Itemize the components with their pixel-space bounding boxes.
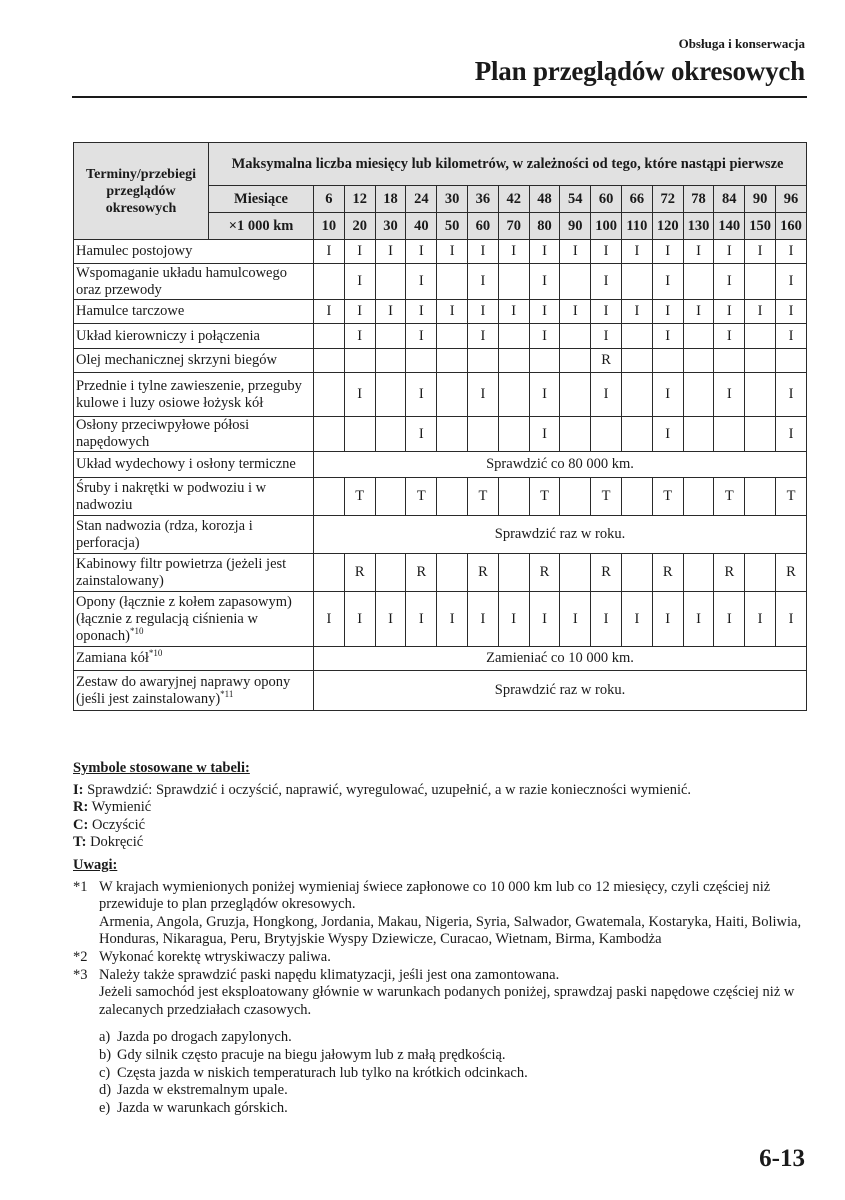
schedule-cell: I xyxy=(468,592,499,647)
schedule-cell: I xyxy=(652,592,683,647)
schedule-cell: R xyxy=(591,349,622,373)
month-header: 96 xyxy=(775,186,806,213)
km-header: 150 xyxy=(745,213,776,240)
row-note: Sprawdzić raz w roku. xyxy=(314,671,807,711)
row-label: Przednie i tylne zawieszenie, przeguby kulowe i luzy osiowe łożysk kół xyxy=(74,373,314,417)
schedule-cell: I xyxy=(714,324,745,349)
row-label: Hamulec postojowy xyxy=(74,240,314,264)
schedule-cell xyxy=(683,264,714,300)
schedule-cell xyxy=(314,349,345,373)
schedule-cell xyxy=(406,349,437,373)
note-2: *2 Wykonać korektę wtryskiwaczy paliwa. xyxy=(73,949,808,967)
km-header: 160 xyxy=(775,213,806,240)
table-row xyxy=(74,592,807,647)
schedule-cell xyxy=(498,264,529,300)
note-2-text: Wykonać korektę wtryskiwaczy paliwa. xyxy=(99,948,331,965)
row-note: Zamieniać co 10 000 km. xyxy=(314,647,807,671)
schedule-cell: I xyxy=(468,300,499,324)
schedule-cell: I xyxy=(468,324,499,349)
schedule-cell: I xyxy=(652,417,683,452)
schedule-cell: I xyxy=(498,592,529,647)
schedule-cell: I xyxy=(529,592,560,647)
schedule-cell: I xyxy=(344,264,375,300)
schedule-cell xyxy=(529,349,560,373)
table-row xyxy=(74,452,807,478)
schedule-cell xyxy=(375,264,406,300)
table-row xyxy=(74,554,807,592)
schedule-cell: I xyxy=(344,592,375,647)
row-label: Osłony przeciwpyłowe półosi napędowych xyxy=(74,417,314,452)
schedule-cell: I xyxy=(498,240,529,264)
schedule-cell xyxy=(745,417,776,452)
schedule-cell: I xyxy=(775,264,806,300)
schedule-cell: I xyxy=(714,592,745,647)
month-header: 72 xyxy=(652,186,683,213)
schedule-cell: T xyxy=(652,478,683,516)
km-header: 110 xyxy=(622,213,653,240)
schedule-cell xyxy=(622,349,653,373)
schedule-cell: I xyxy=(437,592,468,647)
schedule-cell: I xyxy=(745,592,776,647)
schedule-cell xyxy=(468,349,499,373)
schedule-cell: R xyxy=(344,554,375,592)
months-label: Miesiące xyxy=(209,186,314,213)
schedule-cell xyxy=(714,417,745,452)
schedule-cell: I xyxy=(683,592,714,647)
schedule-cell: I xyxy=(591,264,622,300)
schedule-cell: I xyxy=(314,300,345,324)
schedule-cell: I xyxy=(375,592,406,647)
schedule-cell xyxy=(314,554,345,592)
table-row xyxy=(74,373,807,417)
schedule-cell xyxy=(314,478,345,516)
schedule-cell xyxy=(560,264,591,300)
schedule-cell xyxy=(437,554,468,592)
table-row xyxy=(74,240,807,264)
schedule-cell: I xyxy=(344,300,375,324)
schedule-cell: R xyxy=(468,554,499,592)
row-label: Zestaw do awaryjnej naprawy opony (jeśli jest zainstalowany)$^{*11}$ xyxy=(74,671,314,711)
schedule-cell xyxy=(375,324,406,349)
schedule-cell xyxy=(745,478,776,516)
schedule-cell: I xyxy=(468,264,499,300)
schedule-cell xyxy=(375,349,406,373)
schedule-cell: I xyxy=(652,240,683,264)
month-header: 12 xyxy=(344,186,375,213)
schedule-cell: I xyxy=(591,300,622,324)
schedule-cell xyxy=(437,324,468,349)
km-header: 130 xyxy=(683,213,714,240)
schedule-cell: I xyxy=(775,417,806,452)
note-1-text: W krajach wymienionych poniżej wymieniaj świece zapłonowe co 10 000 km lub co 12 miesięcy, czyli częściej niż przewiduje to plan przeglądów okresowych. xyxy=(99,878,771,913)
legend xyxy=(73,760,808,852)
schedule-cell xyxy=(560,478,591,516)
schedule-cell: I xyxy=(775,324,806,349)
schedule-cell: I xyxy=(683,240,714,264)
corner-header: Terminy/przebiegi przeglądów okresowych xyxy=(74,143,209,240)
schedule-cell xyxy=(560,349,591,373)
schedule-cell xyxy=(375,373,406,417)
schedule-cell: I xyxy=(314,240,345,264)
km-header: 40 xyxy=(406,213,437,240)
legend-item-c: C: Oczyścić xyxy=(73,816,146,833)
row-label: Zamiana kół$^{*10}$ xyxy=(74,647,314,671)
schedule-cell: I xyxy=(622,240,653,264)
km-header: 80 xyxy=(529,213,560,240)
table-row xyxy=(74,671,807,711)
schedule-cell xyxy=(745,373,776,417)
conditions-list xyxy=(73,1029,808,1117)
schedule-cell: I xyxy=(406,373,437,417)
schedule-cell xyxy=(375,478,406,516)
legend-item-r: R: Wymienić xyxy=(73,799,152,815)
row-label: Układ kierowniczy i połączenia xyxy=(74,324,314,349)
km-header: 30 xyxy=(375,213,406,240)
schedule-cell xyxy=(683,478,714,516)
month-header: 78 xyxy=(683,186,714,213)
schedule-cell: I xyxy=(745,240,776,264)
section-label: Obsługa i konserwacja xyxy=(678,36,805,51)
schedule-cell xyxy=(560,373,591,417)
page-title: Plan przeglądów okresowych xyxy=(474,56,805,86)
schedule-cell: I xyxy=(498,300,529,324)
schedule-cell: I xyxy=(529,324,560,349)
month-header: 54 xyxy=(560,186,591,213)
table-row xyxy=(74,647,807,671)
schedule-cell xyxy=(437,373,468,417)
schedule-cell: I xyxy=(437,240,468,264)
schedule-cell xyxy=(622,417,653,452)
schedule-cell xyxy=(622,478,653,516)
notes-heading: Uwagi: xyxy=(73,857,118,873)
schedule-cell: I xyxy=(529,264,560,300)
schedule-cell xyxy=(314,324,345,349)
schedule-cell xyxy=(652,349,683,373)
km-header: 140 xyxy=(714,213,745,240)
table-row xyxy=(74,516,807,554)
schedule-cell: I xyxy=(775,373,806,417)
legend-heading: Symbole stosowane w tabeli: xyxy=(73,760,250,776)
schedule-cell xyxy=(437,417,468,452)
schedule-cell xyxy=(437,349,468,373)
km-header: 10 xyxy=(314,213,345,240)
schedule-cell xyxy=(745,554,776,592)
note-1-countries: Armenia, Angola, Gruzja, Hongkong, Jordania, Makau, Nigeria, Syria, Salwador, Gwatemala, Kostaryka, Haiti, Boliwia, Honduras, Nikaragua, Peru, Brytyjskie Wyspy Dziewicze, Curacao, Wietnam, Birma, Kambodża xyxy=(99,913,802,948)
schedule-cell: R xyxy=(652,554,683,592)
schedule-cell xyxy=(683,373,714,417)
notes xyxy=(73,857,808,1117)
row-label: Hamulce tarczowe xyxy=(74,300,314,324)
schedule-cell xyxy=(437,264,468,300)
schedule-cell xyxy=(375,554,406,592)
schedule-cell xyxy=(683,349,714,373)
schedule-cell xyxy=(498,478,529,516)
row-label: Opony (łącznie z kołem zapasowym) (łącznie z regulacją ciśnienia w oponach)$^{*10}$ xyxy=(74,592,314,647)
schedule-cell: I xyxy=(652,264,683,300)
schedule-cell xyxy=(437,478,468,516)
schedule-cell: I xyxy=(406,592,437,647)
km-header: 120 xyxy=(652,213,683,240)
schedule-cell: T xyxy=(714,478,745,516)
schedule-cell xyxy=(714,349,745,373)
schedule-cell: I xyxy=(714,373,745,417)
schedule-cell xyxy=(683,554,714,592)
schedule-cell: R xyxy=(529,554,560,592)
schedule-cell: T xyxy=(468,478,499,516)
schedule-cell: I xyxy=(560,300,591,324)
schedule-cell xyxy=(314,264,345,300)
row-note: Sprawdzić raz w roku. xyxy=(314,516,807,554)
schedule-cell: I xyxy=(437,300,468,324)
list-item: e) Jazda w warunkach górskich. xyxy=(99,1099,288,1116)
schedule-cell xyxy=(683,324,714,349)
schedule-cell xyxy=(344,349,375,373)
schedule-cell: I xyxy=(468,240,499,264)
schedule-cell: I xyxy=(406,240,437,264)
schedule-cell xyxy=(622,264,653,300)
schedule-cell: T xyxy=(529,478,560,516)
km-header: 50 xyxy=(437,213,468,240)
schedule-cell xyxy=(498,417,529,452)
schedule-cell: I xyxy=(560,592,591,647)
schedule-cell xyxy=(498,324,529,349)
schedule-cell xyxy=(498,373,529,417)
schedule-cell xyxy=(560,417,591,452)
schedule-cell xyxy=(498,349,529,373)
schedule-cell xyxy=(560,324,591,349)
table-row xyxy=(74,324,807,349)
km-header: 90 xyxy=(560,213,591,240)
note-3-text: Należy także sprawdzić paski napędu klimatyzacji, jeśli jest ona zamontowana. xyxy=(99,966,560,983)
row-label: Olej mechanicznej skrzyni biegów xyxy=(74,349,314,373)
schedule-cell: I xyxy=(468,373,499,417)
table-row xyxy=(74,264,807,300)
title-rule xyxy=(72,96,807,98)
schedule-cell: I xyxy=(375,240,406,264)
schedule-cell: T xyxy=(775,478,806,516)
schedule-cell xyxy=(622,324,653,349)
schedule-cell: I xyxy=(591,373,622,417)
month-header: 30 xyxy=(437,186,468,213)
schedule-cell: I xyxy=(591,324,622,349)
schedule-cell xyxy=(560,554,591,592)
note-3-text-2: Jeżeli samochód jest eksploatowany głównie w warunkach podanych poniżej, sprawdzaj paski napędowe częściej niż w zalecanych przedziałach czasowych. xyxy=(99,984,795,1018)
list-item: d) Jazda w ekstremalnym upale. xyxy=(99,1082,288,1099)
schedule-cell: I xyxy=(775,300,806,324)
schedule-cell: T xyxy=(406,478,437,516)
schedule-cell xyxy=(745,264,776,300)
schedule-cell xyxy=(314,373,345,417)
km-header: 100 xyxy=(591,213,622,240)
list-item: c) Częsta jazda w niskich temperaturach lub tylko na krótkich odcinkach. xyxy=(99,1064,528,1081)
list-item: a) Jazda po drogach zapylonych. xyxy=(99,1029,292,1046)
month-header: 60 xyxy=(591,186,622,213)
schedule-cell: R xyxy=(591,554,622,592)
month-header: 6 xyxy=(314,186,345,213)
schedule-cell: I xyxy=(344,373,375,417)
schedule-cell: R xyxy=(714,554,745,592)
schedule-cell xyxy=(622,373,653,417)
schedule-cell: I xyxy=(714,264,745,300)
schedule-cell xyxy=(591,417,622,452)
month-header: 66 xyxy=(622,186,653,213)
schedule-cell xyxy=(344,417,375,452)
month-header: 48 xyxy=(529,186,560,213)
schedule-cell xyxy=(622,554,653,592)
schedule-cell: I xyxy=(683,300,714,324)
footnote-ref: *11 xyxy=(220,688,234,699)
page-number: 6-13 xyxy=(759,1145,805,1172)
schedule-cell: I xyxy=(775,592,806,647)
km-header: 60 xyxy=(468,213,499,240)
schedule-cell: I xyxy=(652,324,683,349)
schedule-cell xyxy=(745,349,776,373)
month-header: 18 xyxy=(375,186,406,213)
month-header: 90 xyxy=(745,186,776,213)
schedule-cell: I xyxy=(344,324,375,349)
schedule-cell: I xyxy=(622,592,653,647)
list-item: b) Gdy silnik często pracuje na biegu jałowym lub z małą prędkością. xyxy=(99,1046,506,1063)
schedule-cell xyxy=(775,349,806,373)
legend-item-t: T: Dokręcić xyxy=(73,834,144,850)
schedule-cell xyxy=(375,417,406,452)
table-row xyxy=(74,300,807,324)
schedule-cell xyxy=(498,554,529,592)
schedule-cell xyxy=(468,417,499,452)
month-header: 24 xyxy=(406,186,437,213)
schedule-cell: R xyxy=(406,554,437,592)
row-label: Wspomaganie układu hamulcowego oraz przewody xyxy=(74,264,314,300)
km-header: 20 xyxy=(344,213,375,240)
footnote-ref: *10 xyxy=(129,625,144,636)
schedule-cell: I xyxy=(406,300,437,324)
row-note: Sprawdzić co 80 000 km. xyxy=(314,452,807,478)
row-label: Kabinowy filtr powietrza (jeżeli jest zainstalowany) xyxy=(74,554,314,592)
schedule-cell: I xyxy=(529,373,560,417)
schedule-cell: I xyxy=(714,240,745,264)
month-header: 36 xyxy=(468,186,499,213)
schedule-cell: I xyxy=(652,373,683,417)
month-header: 42 xyxy=(498,186,529,213)
schedule-cell: T xyxy=(591,478,622,516)
schedule-cell: I xyxy=(745,300,776,324)
schedule-cell: I xyxy=(652,300,683,324)
footnote-ref: *10 xyxy=(148,648,163,659)
row-label: Śruby i nakrętki w podwoziu i w nadwoziu xyxy=(74,478,314,516)
schedule-cell: I xyxy=(375,300,406,324)
schedule-cell: I xyxy=(622,300,653,324)
interval-header: Maksymalna liczba miesięcy lub kilometrów, w zależności od tego, które nastąpi pierwsze xyxy=(209,143,807,186)
schedule-cell xyxy=(683,417,714,452)
schedule-cell: I xyxy=(560,240,591,264)
schedule-cell: R xyxy=(775,554,806,592)
maintenance-schedule-table xyxy=(73,142,807,711)
schedule-cell: I xyxy=(529,240,560,264)
row-label: Układ wydechowy i osłony termiczne xyxy=(74,452,314,478)
legend-item-i: I: Sprawdzić: Sprawdzić i oczyścić, naprawić, wyregulować, uzupełnić, a w razie konieczności wymienić. xyxy=(73,781,692,798)
table-header-row xyxy=(74,143,807,186)
table-row xyxy=(74,417,807,452)
row-label: Stan nadwozia (rdza, korozja i perforacja) xyxy=(74,516,314,554)
km-header: 70 xyxy=(498,213,529,240)
schedule-cell: I xyxy=(775,240,806,264)
km-label: ×1 000 km xyxy=(209,213,314,240)
schedule-cell: I xyxy=(406,417,437,452)
schedule-cell: I xyxy=(591,592,622,647)
month-header: 84 xyxy=(714,186,745,213)
schedule-cell xyxy=(314,417,345,452)
schedule-cell: I xyxy=(406,264,437,300)
table-row xyxy=(74,349,807,373)
schedule-cell: I xyxy=(714,300,745,324)
schedule-cell: I xyxy=(529,417,560,452)
note-3: *3 Należy także sprawdzić paski napędu klimatyzacji, jeśli jest ona zamontowana. Jeżeli samochód jest eksploatowany głównie w warunkach podanych poniżej, sprawdzaj paski napędowe częściej niż w zalecanych przedziałach czasowych. xyxy=(73,967,808,1020)
schedule-cell: I xyxy=(591,240,622,264)
table-row xyxy=(74,478,807,516)
schedule-cell: I xyxy=(529,300,560,324)
schedule-cell: I xyxy=(406,324,437,349)
schedule-cell: I xyxy=(344,240,375,264)
schedule-cell: T xyxy=(344,478,375,516)
schedule-cell: I xyxy=(314,592,345,647)
schedule-cell xyxy=(745,324,776,349)
note-1: *1 W krajach wymienionych poniżej wymieniaj świece zapłonowe co 10 000 km lub co 12 miesięcy, czyli częściej niż przewiduje to plan przeglądów okresowych. Armenia, Angola, Gruzja, Hongkong, Jordania, Makau, Nigeria, Syria, Salwador, Gwatemala, Kostaryka, Haiti, Boliwia, Honduras, Nikaragua, Peru, Brytyjskie Wyspy Dziewicze, Curacao, Wietnam, Birma, Kambodża xyxy=(73,879,808,949)
